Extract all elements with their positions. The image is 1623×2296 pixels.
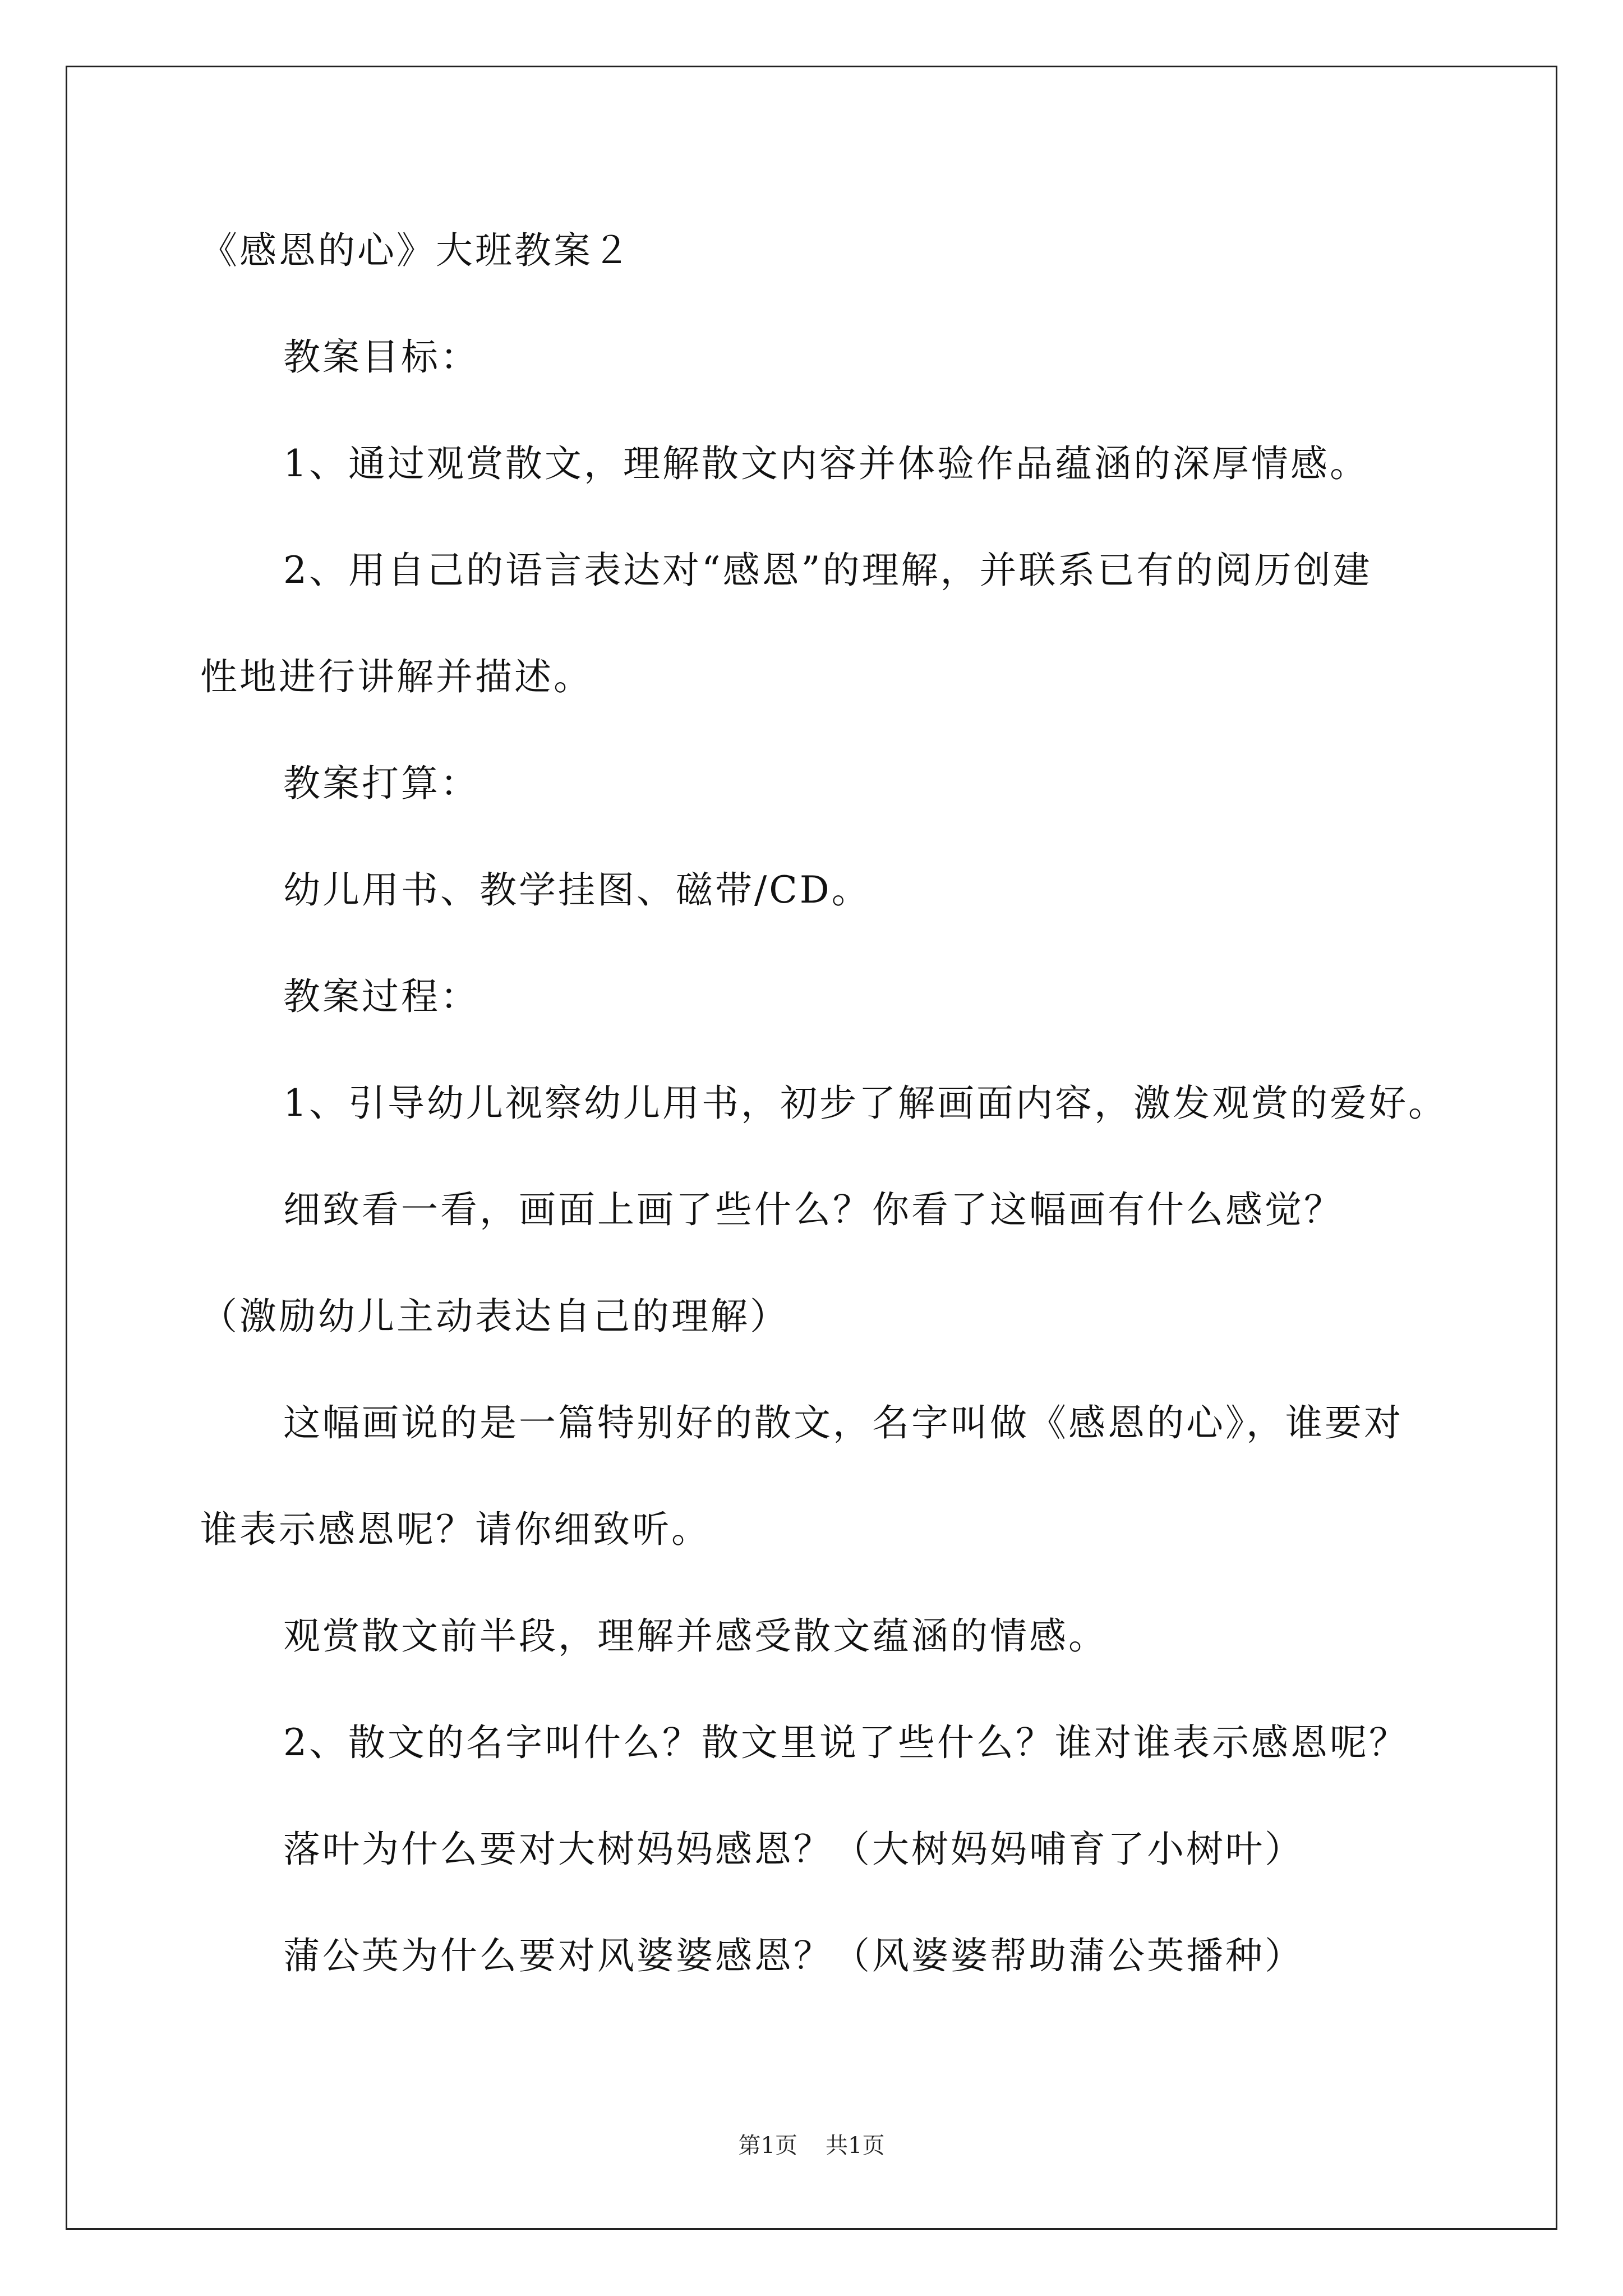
- paragraph: [200, 1930, 1479, 1982]
- paragraph-line: 教案打算：: [283, 762, 479, 805]
- page-footer: [0, 2132, 1623, 2160]
- paragraph-line: 教案过程：: [283, 975, 479, 1018]
- paragraph-line: 落叶为什么要对大树妈妈感恩？（大树妈妈哺育了小树叶）: [283, 1828, 1304, 1871]
- paragraph: [200, 1610, 1479, 1663]
- paragraph-line: 细致看一看，画面上画了些什么？你看了这幅画有什么感觉？: [283, 1188, 1343, 1231]
- paragraph-line: 1、通过观赏散文，理解散文内容并体验作品蕴涵的深厚情感。: [283, 442, 1369, 485]
- paragraph-line: 这幅画说的是一篇特别好的散文，名字叫做《感恩的心》，谁要对: [283, 1401, 1403, 1444]
- paragraph: [200, 544, 1479, 703]
- paragraph-line: 蒲公英为什么要对风婆婆感恩？（风婆婆帮助蒲公英播种）: [283, 1934, 1304, 1977]
- paragraph: [200, 970, 1479, 1023]
- page-total: 共1页: [826, 2133, 885, 2159]
- paragraph: [200, 1823, 1479, 1876]
- paragraph: [200, 1077, 1479, 1130]
- paragraph: [200, 331, 1479, 384]
- paragraph-line: 幼儿用书、教学挂图、磁带/CD。: [283, 868, 871, 912]
- paragraph-line: 1、引导幼儿视察幼儿用书，初步了解画面内容，激发观赏的爱好。: [283, 1082, 1447, 1125]
- paragraph: [200, 1397, 1479, 1556]
- paragraph: [200, 1717, 1479, 1769]
- paragraph: [200, 438, 1479, 490]
- paragraph-line: 2、散文的名字叫什么？散文里说了些什么？谁对谁表示感恩呢？: [283, 1721, 1408, 1764]
- document-title: 《感恩的心》大班教案２: [200, 229, 632, 272]
- paragraph-line: 性地进行讲解并描述。: [200, 655, 593, 698]
- paragraph-line: （激励幼儿主动表达自己的理解）: [200, 1295, 789, 1338]
- paragraph: [200, 1184, 1479, 1343]
- document-body: [200, 224, 1479, 2036]
- paragraph-line: 2、用自己的语言表达对“感恩”的理解，并联系已有的阅历创建: [283, 549, 1372, 592]
- paragraph: [200, 864, 1479, 917]
- page-number: 第1页: [738, 2133, 797, 2159]
- paragraph-line: 教案目标：: [283, 335, 479, 379]
- paragraph-line: 谁表示感恩呢？请你细致听。: [200, 1508, 711, 1551]
- paragraph-line: 观赏散文前半段，理解并感受散文蕴涵的情感。: [283, 1614, 1108, 1658]
- paragraph: [200, 757, 1479, 810]
